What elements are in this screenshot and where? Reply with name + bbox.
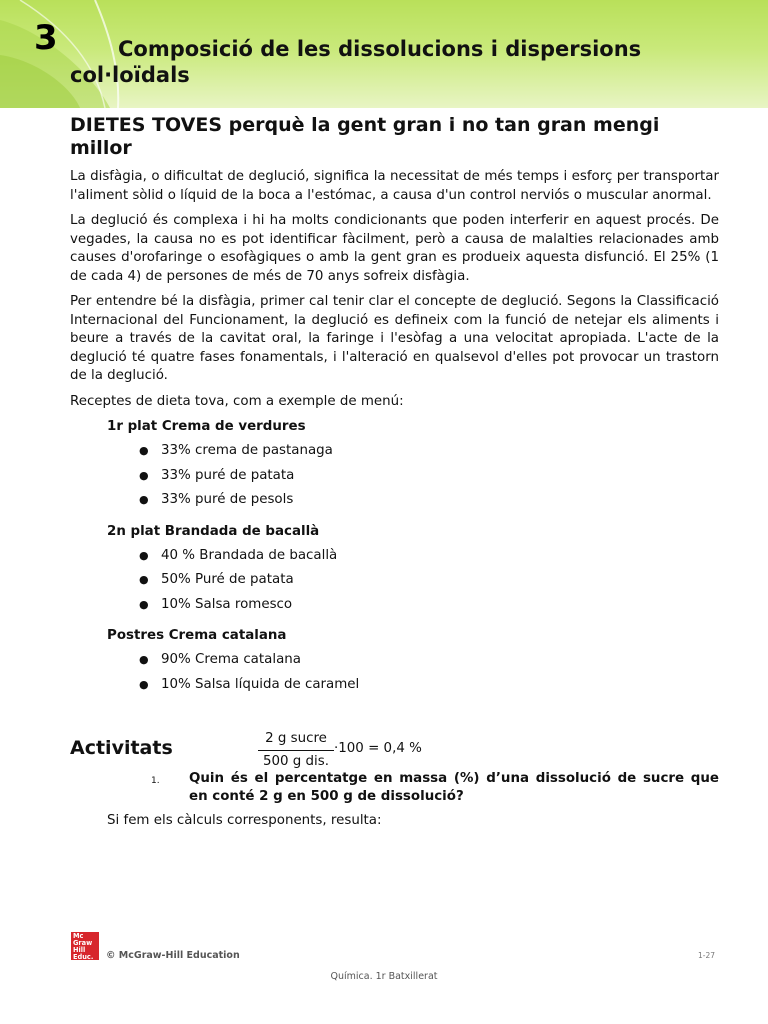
activity-question [151,770,719,806]
bullet-icon: ● [139,653,149,666]
chapter-number: 3 [34,18,58,58]
list-item: ● 50% Puré de patata [139,572,294,587]
dish-title: Postres Crema catalana [107,628,287,643]
question-number: 1. [151,776,160,786]
paragraph-classification: Per entendre bé la disfàgia, primer cal tenir clar el concepte de deglució. Segons la Classificació Internacional del Funcionament, la deglució es defineix com la funció de netejar els aliments i beure a través de la cavitat oral, la faringe i l'esòfag a una velocitat apropiada. L'acte de la deglució té quatre fases fonamentals, i l'alteració en qualsevol d'elles pot provocar un trastorn de la deglució. [70,294,719,383]
paragraph-dysphagia: La disfàgia, o dificultat de deglució, significa la necessitat de més temps i esforç per transportar l'aliment sòlid o líquid de la boca a l'estómac, a causa d'un control nerviós o muscular anormal. [70,169,719,203]
formula-fraction [258,730,334,771]
formula-denominator: 500 g dis. [262,754,330,769]
page-number: 1-27 [698,951,716,960]
bullet-icon: ● [139,573,149,586]
footer-course: Química. 1r Batxillerat [330,971,438,982]
section-title-rest: perquè la gent gran i no tan gran mengi millor [70,114,660,159]
publisher-logo-icon: Mc Graw Hill Educ. [71,932,99,960]
section-title [70,114,719,160]
fraction-bar [258,750,334,751]
bullet-icon: ● [139,597,149,611]
bullet-icon: ● [139,493,149,506]
list-item: ● 10% Salsa líquida de caramel [139,676,360,692]
formula-numerator: 2 g sucre [265,731,327,746]
chapter-header-band [0,0,768,108]
activities-title: Activitats [70,737,173,759]
formula-result: ·100 = 0,4 % [334,741,422,756]
answer-intro: Si fem els càlculs corresponents, resulta: [107,813,382,828]
dish-title: 1r plat Crema de verdures [107,419,306,434]
bullet-icon: ● [139,468,149,482]
list-item: ● 33% crema de pastanaga [139,443,333,458]
ingredient-list [70,442,719,516]
list-item: ● 33% puré de pesols [139,492,294,507]
list-item: ● 33% puré de patata [139,467,295,483]
list-item: ● 40 % Brandada de bacallà [139,547,338,563]
list-item: ● 10% Salsa romesco [139,596,293,612]
paragraph-deglution: La deglució és complexa i hi ha molts condicionants que poden interferir en aquest procés. De vegades, la causa no es pot identificar fàcilment, però a causa de malalties relacionades amb causes d'orofaringe o esofàgiques o amb la gent gran es produeix aquesta disfunció. El 25% (1 de cada 4) de persones de més de 70 anys sofreix disfàgia. [70,213,719,284]
bullet-icon: ● [139,548,149,562]
ingredient-list [70,547,719,621]
main-content [70,114,719,830]
dish-title: 2n plat Brandada de bacallà [107,523,320,539]
bullet-icon: ● [139,444,149,457]
ingredient-list [70,651,719,700]
section-title-bold: DIETES TOVES [70,114,223,136]
bullet-icon: ● [139,677,149,691]
chapter-title: Composició de les dissolucions i dispersions col·loïdals [70,37,642,87]
list-item: ● 90% Crema catalana [139,652,301,667]
question-text: Quin és el percentatge en massa (%) d’una dissolució de sucre que en conté 2 g en 500 g de dissolució? [189,771,719,804]
footer-copyright: © McGraw-Hill Education [106,950,240,961]
paragraph-recipes-intro: Receptes de dieta tova, com a exemple de menú: [70,393,404,409]
